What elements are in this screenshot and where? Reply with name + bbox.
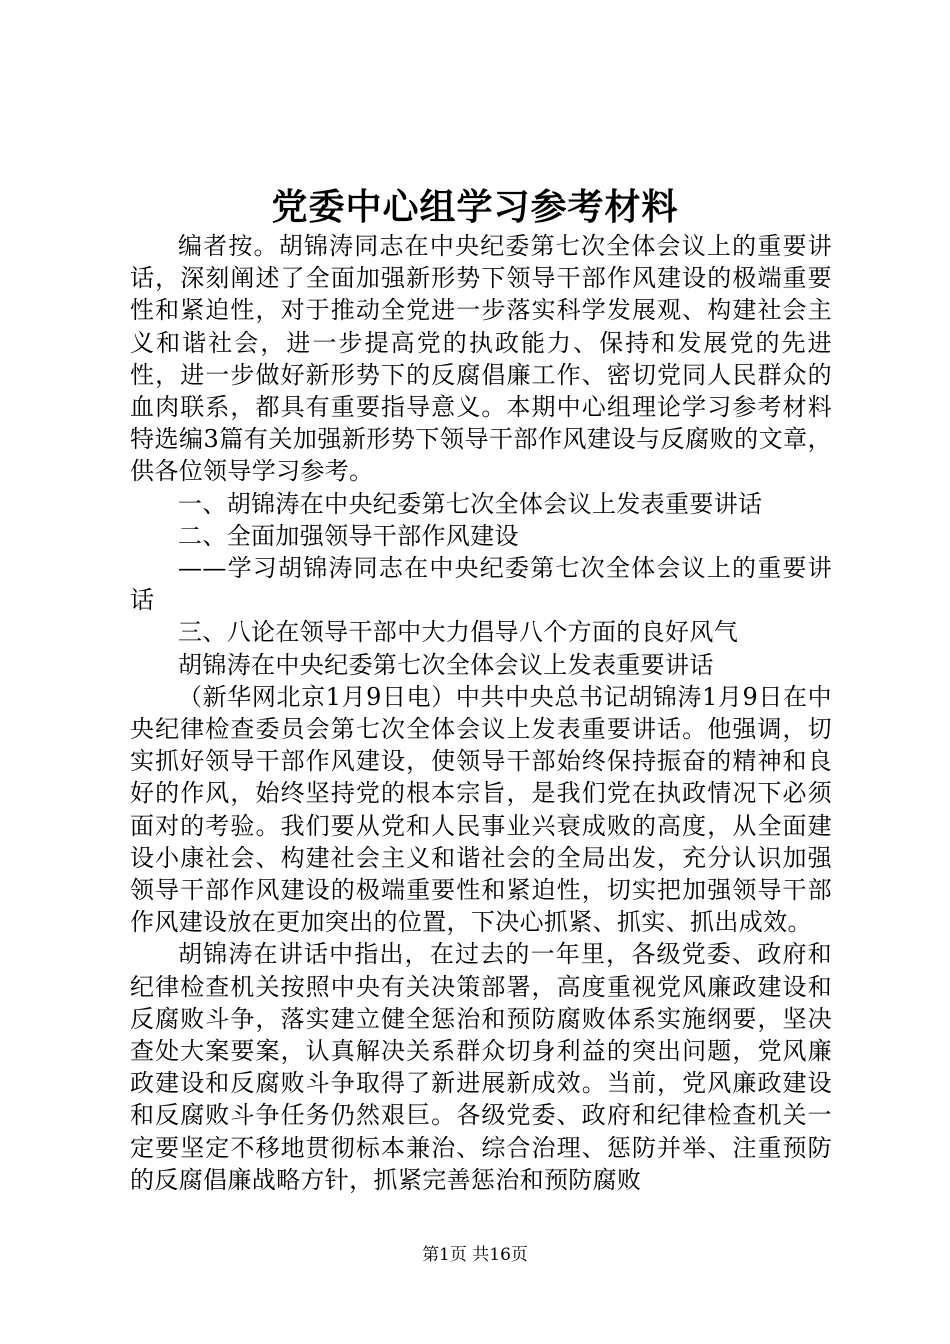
document-title: 党委中心组学习参考材料 [271, 186, 679, 228]
page-footer: 第1页 共16页 [422, 1245, 528, 1265]
article-paragraph: 胡锦涛在讲话中指出，在过去的一年里，各级党委、政府和纪律检查机关按照中央有关决策部署，高度重视党风廉政建设和反腐败斗争，落实建立健全惩治和预防腐败体系实施纲要，坚决查处大案要案，认真解决关系群众切身利益的突出问题，党风廉政建设和反腐败斗争取得了新进展新成效。当前，党风廉政建设和反腐败斗争任务仍然艰巨。各级党委、政府和纪律检查机关一定要坚定不移地贯彻标本兼治、综合治理、惩防并举、注重预防的反腐倡廉战略方针，抓紧完善惩治和预防腐败 [130, 940, 832, 1194]
toc-item-2: 二、全面加强领导干部作风建设 [178, 521, 519, 550]
article-paragraph: （新华网北京1月9日电）中共中央总书记胡锦涛1月9日在中央纪律检查委员会第七次全体会议上发表重要讲话。他强调，切实抓好领导干部作风建设，使领导干部始终保持振奋的精神和良好的作风，始终坚持党的根本宗旨，是我们党在执政情况下必须面对的考验。我们要从党和人民事业兴衰成败的高度，从全面建设小康社会、构建社会主义和谐社会的全局出发，充分认识加强领导干部作风建设的极端重要性和紧迫性，切实把加强领导干部作风建设放在更加突出的位置，下决心抓紧、抓实、抓出成效。 [130, 682, 832, 937]
toc-item-3: 三、八论在领导干部中大力倡导八个方面的良好风气 [178, 618, 739, 647]
editor-note-paragraph: 编者按。胡锦涛同志在中央纪委第七次全体会议上的重要讲话，深刻阐述了全面加强新形势下领导干部作风建设的极端重要性和紧迫性，对于推动全党进一步落实科学发展观、构建社会主义和谐社会，进一步提高党的执政能力、保持和发展党的先进性，进一步做好新形势下的反腐倡廉工作、密切党同人民群众的血肉联系，都具有重要指导意义。本期中心组理论学习参考材料特选编3篇有关加强新形势下领导干部作风建设与反腐败的文章，供各位领导学习参考。 [130, 232, 832, 486]
toc-item-2-subtitle: ——学习胡锦涛同志在中央纪委第七次全体会议上的重要讲话 [130, 554, 832, 615]
toc-item-1: 一、胡锦涛在中央纪委第七次全体会议上发表重要讲话 [178, 489, 763, 518]
article-heading: 胡锦涛在中央纪委第七次全体会议上发表重要讲话 [178, 650, 714, 679]
document-body [130, 230, 832, 1196]
